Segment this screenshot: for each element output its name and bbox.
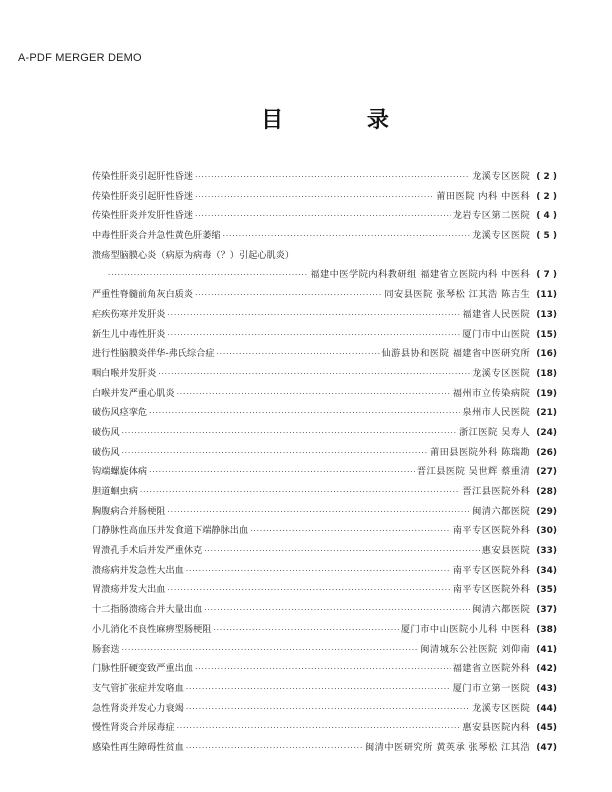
toc-entry-author: 浙江医院 吴寿人 [459,426,531,438]
toc-entry-page: (35) [536,585,557,596]
toc-entry [92,404,557,424]
toc-entry-author: 厦门市中山医院 [462,328,531,340]
toc-entry [92,503,557,523]
dot-leader [223,232,470,240]
dot-leader [149,409,460,417]
toc-entry-title: 溃疡病并发急性大出血 [92,564,184,576]
toc-entry [92,562,557,582]
toc-entry-page: (13) [536,309,557,320]
toc-entry [92,188,557,208]
dot-leader [149,468,415,476]
toc-entry-author: 龙溪专区医院 [472,367,531,379]
toc-entry-page: (47) [536,742,557,753]
toc-entry [92,227,557,247]
toc-entry-page: (15) [536,329,557,340]
dot-leader [250,527,451,535]
toc-entry-author: 厦门市立第一医院 [452,682,531,694]
toc-entry-title: 胸腹病合并肠梗阻 [92,505,166,517]
toc-entry-author: 惠安县医院内科 [462,722,531,734]
toc-entry-title: 肠套迭 [92,643,120,655]
toc-entry [92,266,557,286]
dot-leader [108,271,308,279]
toc-entry-page: (34) [536,565,557,576]
toc-entry-title: 小儿消化不良性麻痹型肠梗阻 [92,623,212,635]
dot-leader [195,291,382,299]
toc-entry-title: 破伤风痉挛危 [92,407,148,419]
toc-entry-author: 闽清六都医院 [472,505,531,517]
toc-entry-author: 闽清城东公社医院 刘仰南 [420,643,531,655]
toc-entry-author: 福建中医学院内科教研组 福建省立医院内科 中医科 [310,269,531,281]
toc-entry-title: 白喉并发严重心肌炎 [92,387,175,399]
toc-entry-title: 慢性肾炎合并尿毒症 [92,722,175,734]
dot-leader [204,606,470,614]
toc-entry-title: 胃溃疡并发大出血 [92,584,166,596]
toc-entry-page: ( 7 ) [536,270,557,281]
toc-entry-title: 传染性肝炎并发肝性昏迷 [92,210,194,222]
toc-entry [92,306,557,326]
toc-entry [92,168,557,188]
dot-leader [140,488,460,496]
toc-entry [92,345,557,365]
toc-entry-page: (33) [536,546,557,557]
toc-entry-page: (26) [536,447,557,458]
toc-entry [92,424,557,444]
toc-entry-author: 晋江县医院外科 [462,486,531,497]
toc-entry-author: 晋江县医院 吴世辉 蔡重清 [416,466,531,478]
toc-entry-title: 急性肾炎并发心力衰竭 [92,702,184,714]
toc-entry-page: (38) [536,624,557,635]
toc-entry [92,463,557,483]
toc-entry [92,581,557,601]
toc-entry-author: 福建省人民医院 [462,308,531,320]
dot-leader [204,547,480,555]
table-of-contents [92,168,557,759]
toc-entry-title: 胆道蛔虫病 [92,486,138,497]
toc-entry-page: (27) [536,467,557,478]
toc-entry-title: 传染性肝炎引起肝性昏迷 [92,190,194,202]
toc-entry-title: 新生儿中毒性肝炎 [92,328,166,340]
toc-entry-title: 疟疾伤寒并发肝炎 [92,308,166,320]
toc-entry [92,385,557,405]
toc-entry-author: 惠安县医院 [481,545,531,557]
dot-leader [186,705,470,713]
toc-entry-page: (43) [536,683,557,694]
toc-entry-title: 咽白喉并发肝炎 [92,367,157,379]
toc-entry [92,326,557,346]
dot-leader [186,567,451,575]
toc-entry-author: 龙溪专区医院 [472,702,531,714]
dot-leader [168,311,461,319]
toc-entry [92,483,557,503]
toc-entry-page: (16) [536,349,557,360]
toc-entry-author: 南平专区医院外科 [452,564,531,576]
toc-entry [92,365,557,385]
toc-entry-page: (41) [536,644,557,655]
toc-entry [92,247,557,267]
toc-entry-page: (45) [536,723,557,734]
toc-entry [92,522,557,542]
toc-entry-page: (21) [536,408,557,419]
toc-entry-page: ( 2 ) [536,172,557,182]
toc-entry [92,719,557,739]
toc-entry-author: 南平专区医院外科 [452,525,531,537]
toc-entry-page: (44) [536,703,557,714]
toc-entry-page: ( 5 ) [536,231,557,242]
toc-entry-title: 进行性脑膜炎伴华-弗氏综合症 [92,348,215,360]
toc-entry-title: 支气管扩张症并发咯血 [92,682,184,694]
page-title: 目 录 [261,108,427,133]
toc-entry-title: 门脉性肝硬变致严重出血 [92,663,194,675]
dot-leader [195,665,451,673]
toc-entry-author: 闽清六都医院 [472,604,531,616]
toc-entry-title: 严重性脊髓前角灰白质炎 [92,289,194,301]
dot-leader [122,646,419,654]
toc-entry-title: 十二指肠溃疡合并大量出血 [92,604,203,616]
dot-leader [195,193,434,201]
toc-entry-author: 闽清中医研究所 黄英承 张琴松 江其浩 [364,741,531,753]
dot-leader [195,212,451,220]
toc-entry-title: 传染性肝炎引起肝性昏迷 [92,171,194,182]
toc-entry-page: ( 2 ) [536,191,557,202]
toc-entry [92,444,557,464]
toc-entry [92,207,557,227]
dot-leader [213,626,398,634]
toc-entry [92,621,557,641]
dot-leader [186,685,451,693]
toc-entry [92,660,557,680]
toc-entry-page: (11) [536,290,557,301]
toc-entry-page: (29) [536,506,557,517]
toc-entry-page: (30) [536,526,557,537]
toc-entry-title: 钩端螺旋体病 [92,466,148,478]
toc-entry-title: 门静脉性高血压并发食道下端静脉出血 [92,525,249,537]
toc-entry-author: 莆田医院 内科 中医科 [436,190,531,202]
dot-leader [195,173,470,181]
dot-leader [177,390,451,398]
dot-leader [217,350,380,358]
toc-entry-title: 破伤风 [92,446,120,458]
dot-leader [177,724,461,732]
toc-entry-author: 南平专区医院外科 [452,584,531,596]
watermark: A-PDF MERGER DEMO [18,52,142,64]
toc-entry-author: 福州市立传染病院 [452,387,531,399]
dot-leader [168,508,471,516]
toc-entry-author: 龙岩专区第二医院 [452,210,531,222]
toc-entry-title: 中毒性肝炎合并急性黄色肝萎缩 [92,230,221,242]
toc-entry-author: 厦门市中山医院小儿科 中医科 [400,623,531,635]
toc-entry-title: 溃疡型脑膜心炎（病原为病毒（？）引起心肌炎） [92,249,295,261]
toc-entry-author: 福建省立医院外科 [452,663,531,675]
dot-leader [168,586,451,594]
dot-leader [122,449,428,457]
toc-entry-page: (18) [536,368,557,379]
dot-leader [158,370,470,378]
toc-entry [92,700,557,720]
toc-entry [92,286,557,306]
toc-entry-author: 仙游县协和医院 福建省中医研究所 [381,348,531,360]
toc-entry-author: 莆田县医院外科 陈瑞勘 [429,446,531,458]
toc-entry-page: (42) [536,664,557,675]
dot-leader [168,331,461,339]
toc-entry-title: 破伤风 [92,426,120,438]
dot-leader [122,429,457,437]
toc-entry-title: 感染性再生障碍性贫血 [92,741,184,753]
toc-entry [92,601,557,621]
toc-entry-author: 龙溪专区医院 [472,230,531,242]
toc-entry-page: (37) [536,605,557,616]
toc-entry [92,739,557,759]
toc-entry-author: 同安县医院 张琴松 江其浩 陈吉生 [384,289,531,301]
toc-entry [92,542,557,562]
toc-entry [92,641,557,661]
toc-entry-author: 泉州市人民医院 [462,407,531,419]
toc-entry-page: ( 4 ) [536,211,557,222]
toc-entry-title: 胃溃孔手术后并发严重休克 [92,545,203,557]
toc-entry-page: (24) [536,427,557,438]
dot-leader [186,744,363,752]
toc-entry-page: (28) [536,487,557,497]
toc-entry-page: (19) [536,388,557,399]
toc-entry-author: 龙溪专区医院 [472,171,531,182]
toc-entry [92,680,557,700]
